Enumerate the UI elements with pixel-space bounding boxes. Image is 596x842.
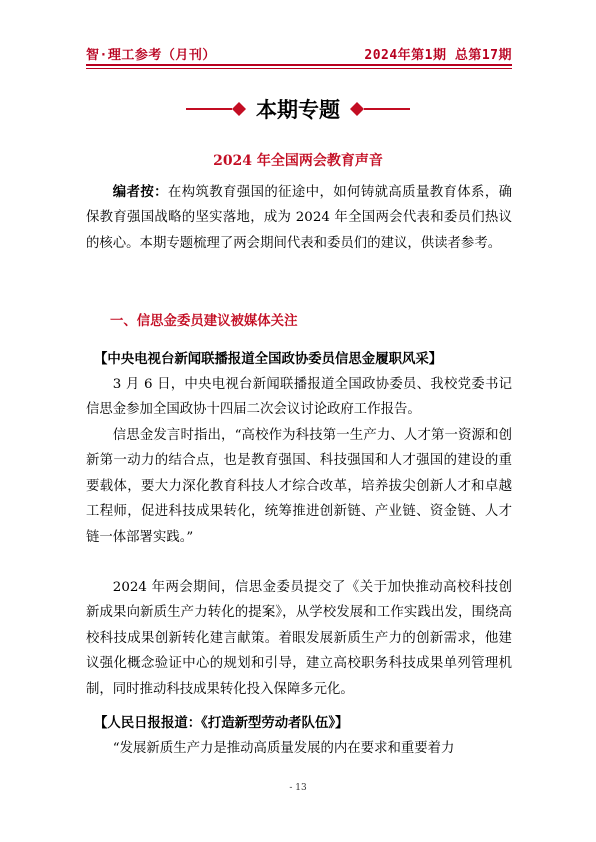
header-rule-thin [86,68,512,69]
paragraph-cctv-report: 3 月 6 日，中央电视台新闻联播报道全国政协委员、我校党委书记信思金参加全国政协十四届二次会议讨论政府工作报告。 [86,377,512,418]
subsection-heading-cctv: 【中央电视台新闻联播报道全国政协委员信思金履职风采】 [94,351,443,367]
banner-title: 本期专题 [256,98,340,122]
banner-ornament-left [186,102,246,116]
issue-number: 2024年第1期 总第17期 [364,48,512,63]
journal-name: 智·理工参考（月刊） [86,48,216,63]
paragraph-speech: 信思金发言时指出，“高校作为科技第一生产力、人才第一资源和创新第一动力的结合点，也是教育强国、科技强国和人才强国的建设的重要载体，要大力深化教育科技人才综合改革，培养拔尖创新人才和卓越工程师，促进科技成果转化，统筹推进创新链、产业链、资金链、人才链一体部署实践。” [86,428,512,545]
page-number: - 13 [289,783,307,793]
paragraph-peoples-daily: “发展新质生产力是推动高质量发展的内在要求和重要着力 [112,741,455,756]
section-heading: 一、信思金委员建议被媒体关注 [110,313,298,329]
topic-subtitle: 2024 年全国两会教育声音 [213,153,383,169]
editor-note [86,180,512,256]
running-header [86,44,512,63]
subsection-heading-peoples-daily: 【人民日报报道：《打造新型劳动者队伍》】 [94,715,349,731]
paragraph-proposal: 2024 年两会期间，信思金委员提交了《关于加快推动高校科技创新成果向新质生产力转化的提案》，从学校发展和工作实践出发，围绕高校科技成果创新转化建言献策。着眼发展新质生产力的创新需求，他建议强化概念验证中心的规划和引导，建立高校职务科技成果单列管理机制，同时推动科技成果转化投入保障多元化。 [86,580,512,697]
banner-ornament-right [350,102,410,116]
header-rule-thick [86,64,512,66]
editor-note-label: 编者按： [112,184,168,200]
editor-note-text: 在构筑教育强国的征途中，如何铸就高质量教育体系，确保教育强国战略的坚实落地，成为 2024 年全国两会代表和委员们热议的核心。本期专题梳理了两会期间代表和委员们的建议，供读者参考。 [86,185,513,251]
topic-banner [184,92,412,126]
